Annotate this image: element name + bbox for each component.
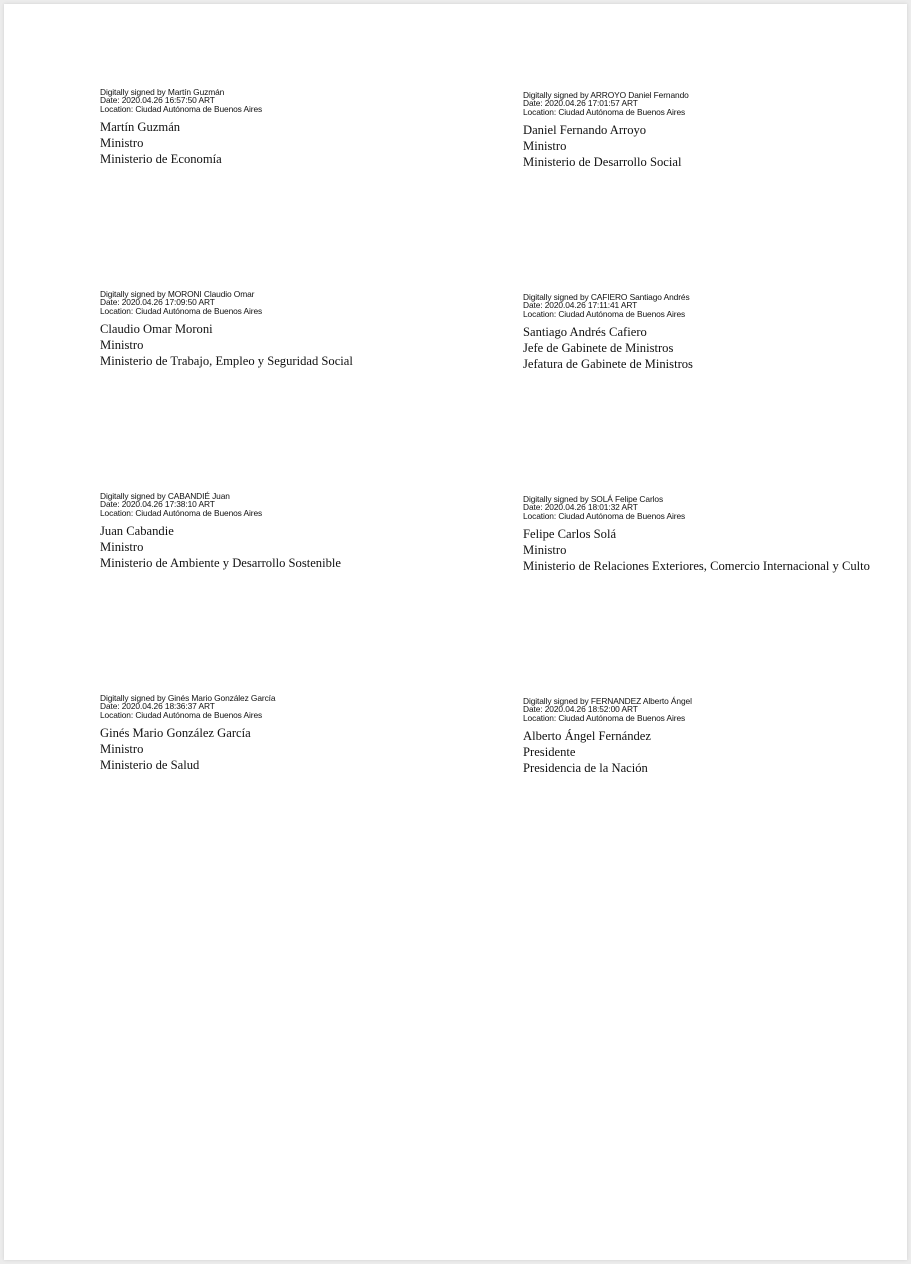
signature-metadata <box>100 694 275 719</box>
signatory-office: Ministerio de Trabajo, Empleo y Seguridad Social <box>100 353 353 368</box>
signature-date: Date: 2020.04.26 17:09:50 ART <box>100 297 215 308</box>
signature-metadata <box>100 88 262 113</box>
signatory-name: Alberto Ángel Fernández <box>523 729 651 744</box>
signatory-role: Ministro <box>100 135 144 150</box>
signature-metadata <box>523 697 692 722</box>
signatory-details <box>523 527 870 574</box>
signature-block-cabandie <box>100 492 341 571</box>
signature-location: Location: Ciudad Autónoma de Buenos Aires <box>523 712 686 723</box>
signatory-details <box>100 120 262 167</box>
signature-metadata <box>100 492 341 517</box>
signatory-office: Ministerio de Ambiente y Desarrollo Sostenible <box>100 555 341 570</box>
document-page <box>4 4 907 1260</box>
signatory-details <box>523 123 689 170</box>
signatory-details <box>523 325 693 372</box>
signed-by-text: Digitally signed by SOLÁ Felipe Carlos <box>523 494 664 504</box>
signature-date: Date: 2020.04.26 17:38:10 ART <box>100 499 215 510</box>
signature-block-arroyo <box>523 91 689 170</box>
signed-by-text: Digitally signed by ARROYO Daniel Fernando <box>523 90 689 100</box>
signature-location: Location: Ciudad Autónoma de Buenos Aires <box>100 305 263 316</box>
signature-block-guzman <box>100 88 262 167</box>
signatory-details <box>100 726 275 773</box>
signatory-role: Ministro <box>100 337 144 352</box>
signature-block-moroni <box>100 290 353 369</box>
signatory-role: Presidente <box>523 744 576 759</box>
signatory-office: Presidencia de la Nación <box>523 760 648 775</box>
signatory-name: Daniel Fernando Arroyo <box>523 123 647 138</box>
signature-block-fernandez <box>523 697 692 776</box>
signatory-office: Ministerio de Economía <box>100 151 222 166</box>
signed-by-text: Digitally signed by FERNANDEZ Alberto Ángel <box>523 696 692 706</box>
signature-block-cafiero <box>523 293 693 372</box>
signatory-name: Martín Guzmán <box>100 120 181 135</box>
signatory-name: Felipe Carlos Solá <box>523 527 617 542</box>
signature-date: Date: 2020.04.26 18:52:00 ART <box>523 704 638 715</box>
signature-date: Date: 2020.04.26 17:11:41 ART <box>523 300 638 311</box>
signatory-details <box>100 322 353 369</box>
signed-by-text: Digitally signed by Martín Guzmán <box>100 87 225 97</box>
signature-date: Date: 2020.04.26 16:57:50 ART <box>100 95 215 106</box>
signature-location: Location: Ciudad Autónoma de Buenos Aires <box>523 106 686 117</box>
signatory-role: Ministro <box>100 741 144 756</box>
signatory-name: Juan Cabandie <box>100 524 174 539</box>
signed-by-text: Digitally signed by CAFIERO Santiago Andrés <box>523 292 690 302</box>
signatory-details <box>523 729 692 776</box>
signature-block-sola <box>523 495 870 574</box>
signature-metadata <box>523 91 689 116</box>
signature-date: Date: 2020.04.26 18:36:37 ART <box>100 701 215 712</box>
signature-metadata <box>523 495 870 520</box>
signatory-name: Santiago Andrés Cafiero <box>523 325 647 340</box>
signatory-office: Ministerio de Relaciones Exteriores, Comercio Internacional y Culto <box>523 558 870 573</box>
signature-block-gonzalez-garcia <box>100 694 275 773</box>
signatory-role: Ministro <box>523 138 567 153</box>
signature-location: Location: Ciudad Autónoma de Buenos Aires <box>100 103 263 114</box>
signatory-name: Claudio Omar Moroni <box>100 322 213 337</box>
signature-metadata <box>523 293 693 318</box>
signatory-role: Ministro <box>100 539 144 554</box>
signatory-name: Ginés Mario González García <box>100 726 251 741</box>
signed-by-text: Digitally signed by Ginés Mario González García <box>100 693 276 703</box>
signature-location: Location: Ciudad Autónoma de Buenos Aires <box>523 510 686 521</box>
signature-date: Date: 2020.04.26 18:01:32 ART <box>523 502 638 513</box>
signatory-role: Jefe de Gabinete de Ministros <box>523 340 674 355</box>
signatory-office: Jefatura de Gabinete de Ministros <box>523 356 693 371</box>
signatory-role: Ministro <box>523 542 567 557</box>
signed-by-text: Digitally signed by MORONI Claudio Omar <box>100 289 255 299</box>
signed-by-text: Digitally signed by CABANDIÉ Juan <box>100 491 230 501</box>
signatory-office: Ministerio de Salud <box>100 757 200 772</box>
signatory-office: Ministerio de Desarrollo Social <box>523 154 682 169</box>
signature-metadata <box>100 290 353 315</box>
signature-location: Location: Ciudad Autónoma de Buenos Aires <box>100 709 263 720</box>
signatory-details <box>100 524 341 571</box>
signature-location: Location: Ciudad Autónoma de Buenos Aires <box>523 308 686 319</box>
signature-location: Location: Ciudad Autónoma de Buenos Aires <box>100 507 263 518</box>
signature-date: Date: 2020.04.26 17:01:57 ART <box>523 98 638 109</box>
